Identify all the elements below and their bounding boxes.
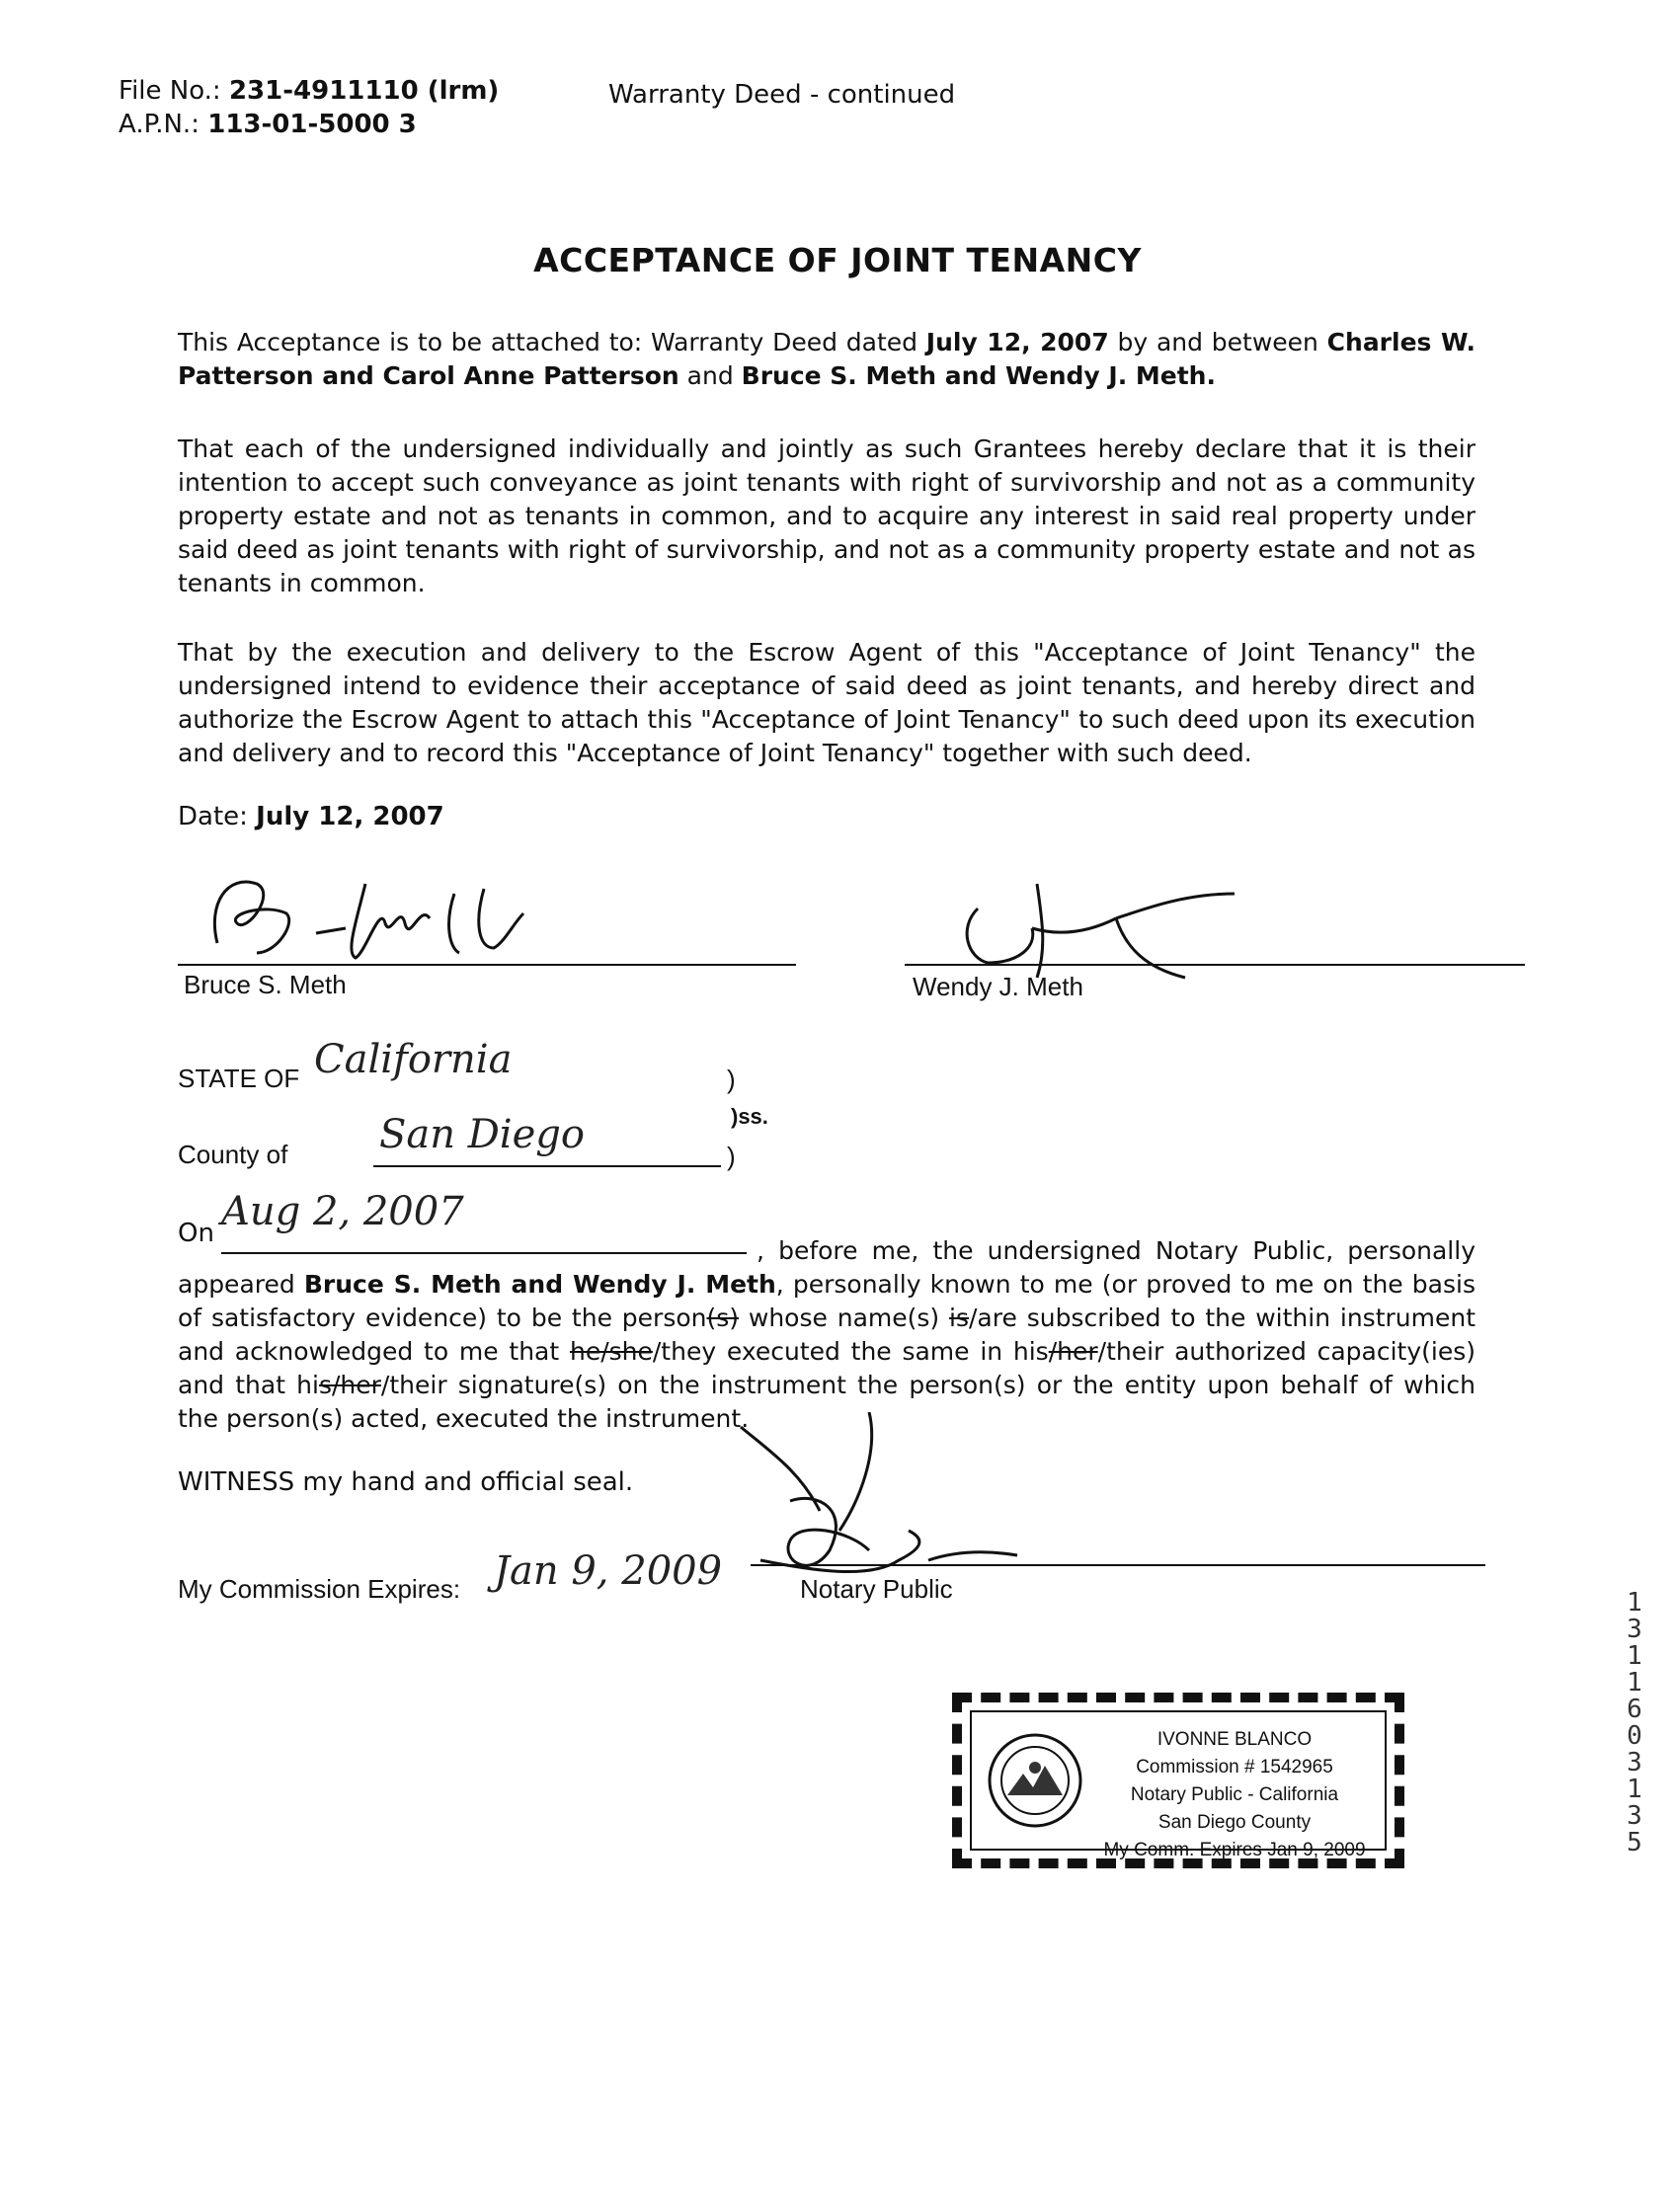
escrow-paragraph: That by the execution and delivery to the Escrow Agent of this "Acceptance of Joint Tenancy" the undersigned intend to evidence their acceptance of said deed as joint tenants, and hereby direct and authorize the Escrow Agent to attach this "Acceptance of Joint Tenancy" to such deed upon its execution and delivery and to record this "Acceptance of Joint Tenancy" together with such deed. — [178, 638, 1476, 767]
signer-name-1: Bruce S. Meth — [184, 970, 347, 999]
witness-line: WITNESS my hand and official seal. — [178, 1467, 634, 1497]
grantors: Charles W. Patterson and Carol Anne Patterson — [178, 328, 1476, 390]
on-label: On — [178, 1219, 214, 1248]
grantees: Bruce S. Meth and Wendy J. Meth. — [741, 361, 1216, 390]
notary-signature — [731, 1412, 1047, 1600]
stamp-county: San Diego County — [1157, 1812, 1312, 1833]
commission-label: My Commission Expires: — [178, 1574, 461, 1604]
intro-paragraph: This Acceptance is to be attached to: Warranty Deed dated July 12, 2007 by and between Charles W. Patterson and Carol Anne Patterson and Bruce S. Meth and Wendy J. Meth. — [178, 328, 1476, 390]
acknowledgment-paragraph: , before me, the undersigned Notary Public, personally appeared Bruce S. Meth and Wendy J. Meth, personally known to me (or proved to me on the basis of satisfactory evidence) to be the person(s) whose name(s) is/are subscribed to the within instrument and acknowledged to me that he/she/they executed the same in his/her/their authorized capacity(ies) and that his/her/their signature(s) on the instrument the person(s) or the entity upon behalf of which the person(s) acted, executed the instrument. — [178, 1236, 1476, 1433]
county-label: County of — [178, 1140, 288, 1169]
signature-line-2 — [905, 964, 1525, 966]
apn: A.P.N.: 113-01-5000 3 — [119, 110, 417, 139]
ss-mark: )ss. — [731, 1104, 768, 1129]
state-seal-icon — [986, 1726, 1084, 1835]
apn-value: 113-01-5000 3 — [207, 110, 417, 139]
paren-2: ) — [727, 1142, 736, 1171]
signature-line-1 — [178, 964, 796, 966]
signer-name-2: Wendy J. Meth — [913, 972, 1083, 1001]
signature-wendy-meth — [948, 869, 1343, 988]
state-value: California — [314, 1037, 513, 1082]
appeared-names: Bruce S. Meth and Wendy J. Meth — [303, 1270, 776, 1299]
file-number: File No.: 231-4911110 (lrm) — [119, 76, 500, 106]
state-label: STATE OF — [178, 1064, 300, 1093]
stamp-notary-name: IVONNE BLANCO — [1157, 1729, 1313, 1750]
on-date: Aug 2, 2007 — [221, 1189, 464, 1234]
margin-document-number: 13116 03135 — [1627, 1588, 1642, 1857]
document-title: ACCEPTANCE OF JOINT TENANCY — [533, 241, 1142, 279]
stamp-expires: My Comm. Expires Jan 9, 2009 — [1103, 1840, 1366, 1860]
county-line — [373, 1165, 721, 1167]
commission-value: Jan 9, 2009 — [494, 1548, 723, 1594]
stamp-title: Notary Public - California — [1130, 1784, 1339, 1805]
notary-public-label: Notary Public — [800, 1574, 953, 1604]
declaration-paragraph: That each of the undersigned individually and jointly as such Grantees hereby declare that it is their intention to accept such conveyance as joint tenants with right of survivorship and not as a community property estate and not as tenants in common, and to acquire any interest in said real property under said deed as joint tenants with right of survivorship, and not as a community property estate and not as tenants in common. — [178, 434, 1476, 597]
date-line: Date: July 12, 2007 — [178, 802, 444, 831]
continued-label: Warranty Deed - continued — [608, 80, 956, 110]
notary-stamp — [952, 1693, 1404, 1868]
paren-1: ) — [727, 1065, 736, 1094]
notary-signature-line — [751, 1564, 1485, 1566]
deed-date: July 12, 2007 — [925, 328, 1109, 356]
file-number-value: 231-4911110 (lrm) — [228, 76, 500, 106]
date-value: July 12, 2007 — [256, 802, 444, 831]
stamp-commission: Commission # 1542965 — [1136, 1757, 1333, 1778]
county-value: San Diego — [379, 1112, 585, 1157]
